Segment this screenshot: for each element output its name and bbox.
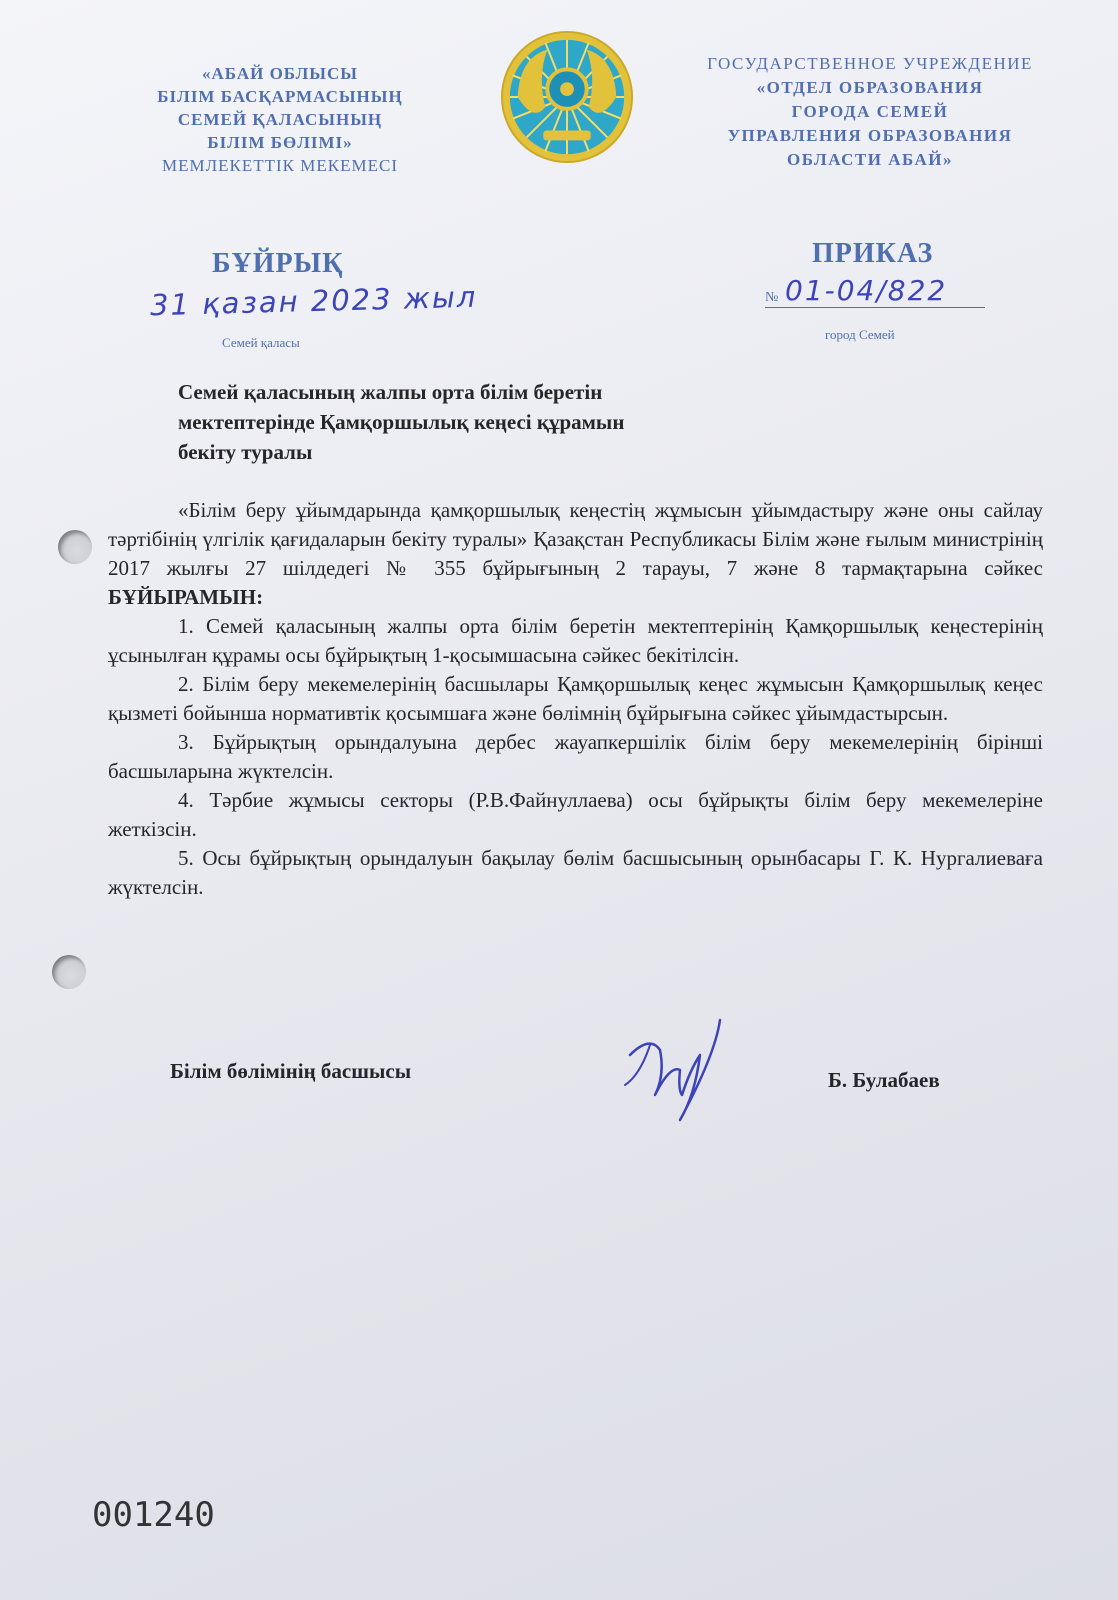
header-left-line: БІЛІМ БАСҚАРМАСЫНЫҢ (157, 87, 403, 106)
order-type-kz: БҰЙРЫҚ (212, 248, 344, 279)
header-left-line: СЕМЕЙ ҚАЛАСЫНЫҢ (177, 110, 383, 129)
title-line: бекіту туралы (178, 440, 313, 464)
punch-hole-top (58, 530, 92, 564)
header-right-line: ГОСУДАРСТВЕННОЕ УЧРЕЖДЕНИЕ (707, 54, 1033, 73)
header-right-line: ОБЛАСТИ АБАЙ» (786, 150, 954, 169)
city-kz: Семей қаласы (222, 335, 300, 350)
order-number-underline (765, 307, 985, 308)
order-item: 5. Осы бұйрықтың орындалуын бақылау бөлім басшысының орынбасары Г. К. Нургалиеваға жүктелсін. (108, 846, 1043, 899)
order-title (178, 377, 798, 467)
state-emblem-icon (498, 28, 636, 166)
order-number-handwritten: 01-04/822 (785, 274, 948, 307)
order-item: 1. Семей қаласының жалпы орта білім беретін мектептерінің Қамқоршылық кеңестерінің ұсынылған құрамы осы бұйрықтың 1-қосымшасына сәйкес бекітілсін. (108, 614, 1043, 667)
order-number-label: № (765, 290, 779, 305)
signer-name: Б. Булабаев (828, 1068, 940, 1092)
header-left-line: МЕМЛЕКЕТТІК МЕКЕМЕСІ (162, 156, 398, 175)
order-item: 2. Білім беру мекемелерінің басшылары Қамқоршылық кеңес жұмысын Қамқоршылық кеңес қызметі бойынша нормативтік қосымшаға және бөлімнің бұйрығына сәйкес ұйымдастырсын. (108, 672, 1043, 725)
intro-paragraph (108, 496, 1043, 612)
intro-emphasis: БҰЙЫРАМЫН: (108, 585, 264, 609)
title-line: Семей қаласының жалпы орта білім беретін (178, 380, 603, 404)
header-left-line: «АБАЙ ОБЛЫСЫ (202, 64, 358, 83)
header-left-line: БІЛІМ БӨЛІМІ» (207, 133, 353, 152)
order-item: 4. Тәрбие жұмысы секторы (Р.В.Файнуллаева) осы бұйрықты білім беру мекемелеріне жеткізсін. (108, 788, 1043, 841)
order-body (108, 496, 1043, 902)
header-right-line: ГОРОДА СЕМЕЙ (791, 102, 949, 121)
handwritten-signature (620, 1015, 730, 1130)
intro-text: «Білім беру ұйымдарында қамқоршылық кеңестің жұмысын ұйымдастыру және оны сайлау тәртібінің үлгілік қағидаларын бекіту туралы» Қазақстан Республикасы Білім және ғылым министрінің 2017 жылғы 27 шілдедегі № 355 бұйрығының 2 тарауы, 7 және 8 тармақтарына сәйкес (108, 498, 1043, 580)
punch-hole-bottom (52, 955, 86, 989)
title-line: мектептерінде Қамқоршылық кеңесі құрамын (178, 410, 625, 434)
order-type-ru: ПРИКАЗ (812, 238, 934, 269)
city-ru: город Семей (825, 327, 895, 342)
order-date-handwritten: 31 қазан 2023 жыл (149, 279, 478, 323)
order-item: 3. Бұйрықтың орындалуына дербес жауапкершілік білім беру мекемелерінің бірінші басшыларына жүктелсін. (108, 730, 1043, 783)
header-left-kz (120, 62, 440, 177)
serial-number: 001240 (92, 1495, 215, 1535)
header-right-line: «ОТДЕЛ ОБРАЗОВАНИЯ (756, 78, 984, 97)
signer-position: Білім бөлімінің басшысы (170, 1059, 412, 1083)
header-right-ru (670, 52, 1070, 172)
header-right-line: УПРАВЛЕНИЯ ОБРАЗОВАНИЯ (727, 126, 1013, 145)
